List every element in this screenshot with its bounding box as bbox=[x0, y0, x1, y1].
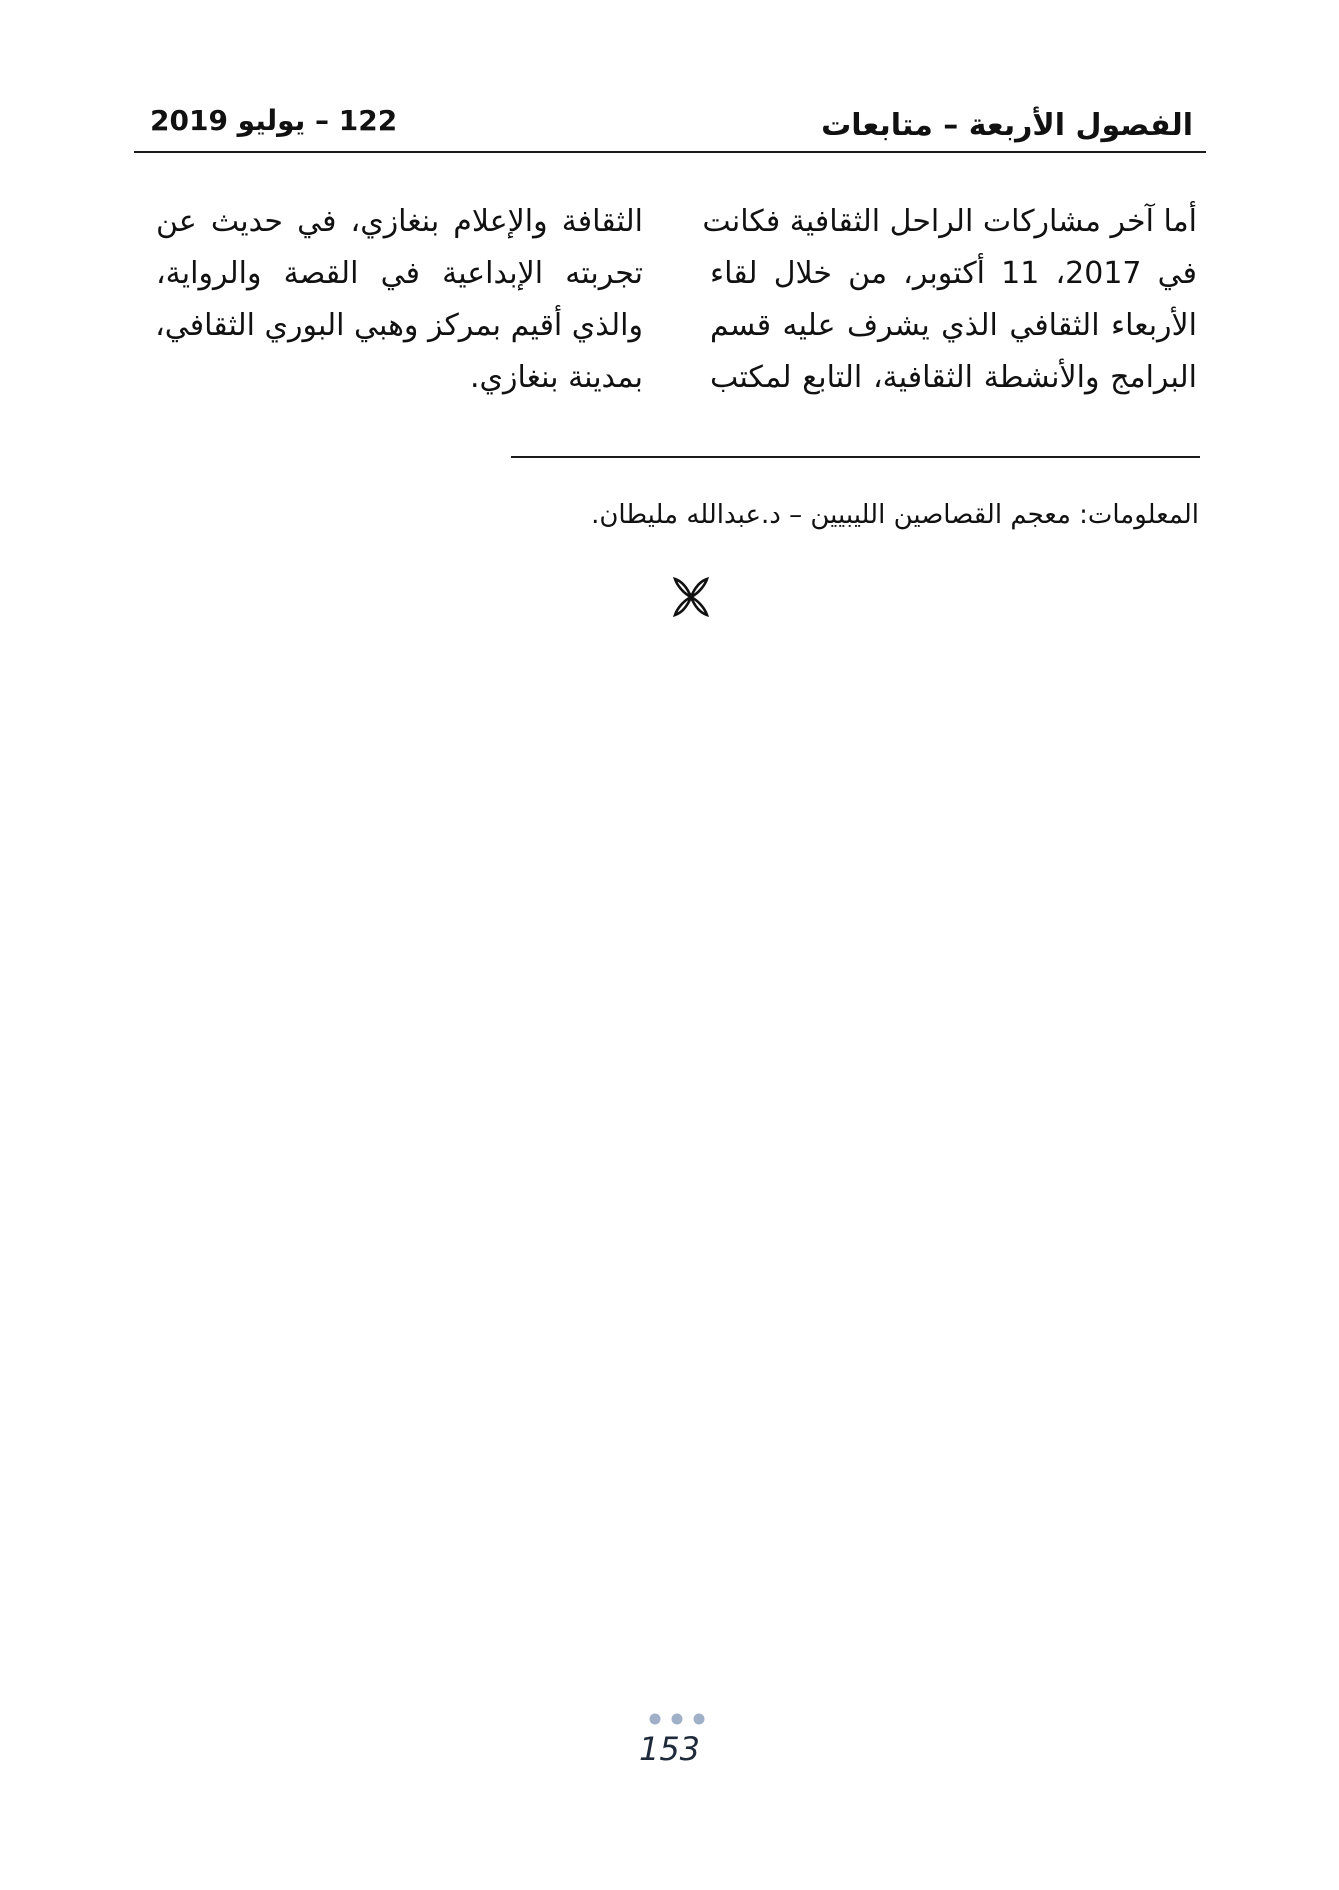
floral-ornament-icon bbox=[669, 575, 713, 619]
running-header-title: الفصول الأربعة – متابعات bbox=[821, 108, 1193, 143]
footnote: المعلومات: معجم القصاصين الليبيين – د.عبدالله مليطان. bbox=[591, 500, 1199, 530]
running-header-issue: 122 – يوليو 2019 bbox=[150, 104, 398, 137]
body-line: تجربته الإبداعية في القصة والرواية، bbox=[156, 256, 643, 291]
body-line: الثقافة والإعلام بنغازي، في حديث عن bbox=[156, 204, 643, 239]
body-line: البرامج والأنشطة الثقافية، التابع لمكتب bbox=[710, 360, 1197, 395]
page-dot bbox=[650, 1714, 661, 1725]
page-dots bbox=[647, 1712, 707, 1726]
page-dot bbox=[694, 1714, 705, 1725]
page-number: 153 bbox=[638, 1730, 701, 1768]
body-line: والذي أقيم بمركز وهبي البوري الثقافي، bbox=[155, 308, 643, 343]
footnote-divider bbox=[511, 456, 1200, 458]
body-line: الأربعاء الثقافي الذي يشرف عليه قسم bbox=[710, 308, 1197, 343]
body-line: في 2017، 11 أكتوبر، من خلال لقاء bbox=[710, 256, 1198, 291]
body-column-right bbox=[702, 196, 1198, 404]
header-divider bbox=[134, 151, 1206, 153]
body-column-left bbox=[156, 196, 643, 404]
page-dot bbox=[672, 1714, 683, 1725]
body-line: بمدينة بنغازي. bbox=[470, 360, 643, 395]
body-line: أما آخر مشاركات الراحل الثقافية فكانت bbox=[702, 204, 1197, 239]
